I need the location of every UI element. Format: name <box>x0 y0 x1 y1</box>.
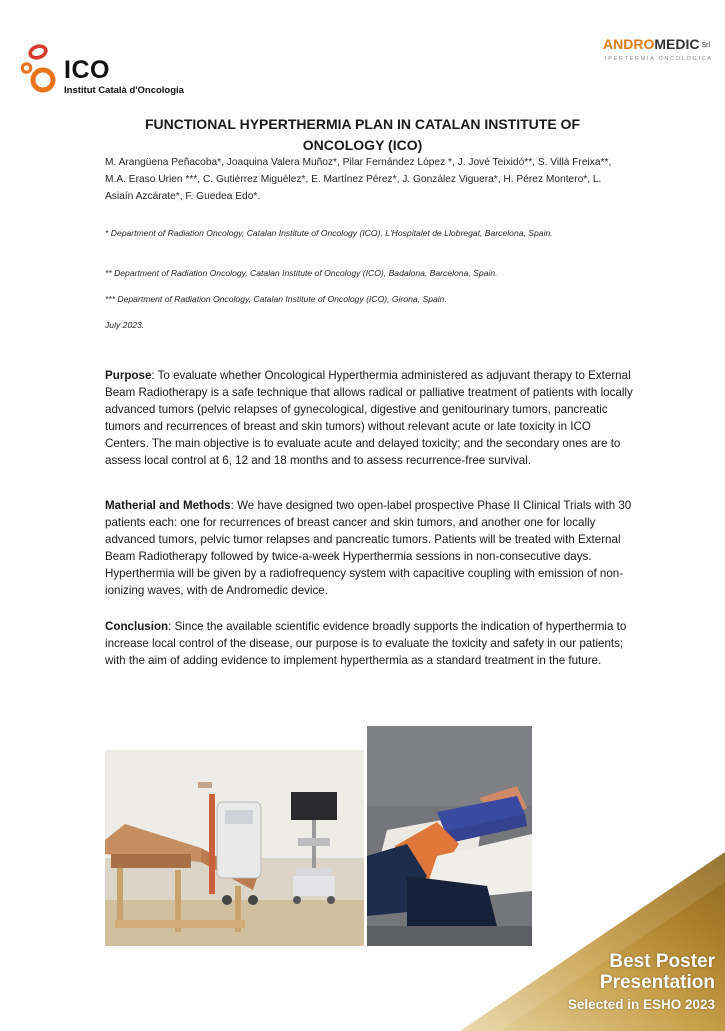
andromedic-suffix: Srl <box>701 42 711 49</box>
ico-logo-icon <box>18 42 64 94</box>
andromedic-name-part2: MEDIC <box>654 36 700 52</box>
ico-abbrev: ICO <box>64 56 110 84</box>
badge-line-2: Presentation <box>599 972 715 993</box>
paper-title-line-1: FUNCTIONAL HYPERTHERMIA PLAN IN CATALAN INSTITUTE OF <box>144 116 581 132</box>
badge-line-1: Best Poster <box>609 951 715 972</box>
affiliation-2: ** Department of Radiation Oncology, Catalan Institute of Oncology (ICO), Badalona, Barcelona, Spain. <box>105 268 498 278</box>
conclusion-section <box>105 618 637 669</box>
paper-title <box>60 114 665 156</box>
purpose-text: : To evaluate whether Oncological Hyperthermia administered as adjuvant therapy to External Beam Radiotherapy is a safe technique that allows radical or palliative treatment of patients with locally advanced tumors (pelvic relapses of gynecological, digestive and genitourinary tumors, pancreatic tumors and recurrences of breast and skin tumors) without relevant acute or late toxicity in ICO Centers. The main objective is to evaluate acute and delayed toxicity; and the secondary ones are to assess local control at 6, 12 and 18 months and to assess recurrence-free survival. <box>105 369 633 467</box>
paper-title-line-2: ONCOLOGY (ICO) <box>302 137 423 153</box>
conclusion-text: : Since the available scientific evidence broadly supports the indication of hyperthermia to increase local control of the disease, our purpose is to evaluate the toxicity and safety in our patients; with the aim of adding evidence to implement hyperthermia as a standard treatment in the future. <box>105 620 627 667</box>
andromedic-name-part1: ANDRO <box>603 36 655 52</box>
badge-line-3: Selected in ESHO 2023 <box>567 997 715 1012</box>
andromedic-tagline: IPERTERMIA ONCOLOGICA <box>605 56 713 62</box>
andromedic-logo <box>603 30 723 66</box>
treatment-room-photo <box>105 750 364 946</box>
author-list: M. Arangüena Peñacoba*, Joaquina Valera Muñoz*, Pilar Fernández López *, J. Jové Teixidó**, S. Villà Freixa**, M.A. Eraso Urien ***, C. Gutiérrez Miguélez*, E. Martínez Pérez*, J. González Viguera*, H. Pérez Montero*, L. Asiaín Azcárate*, F. Guedea Edo*. <box>105 157 612 202</box>
conclusion-label: Conclusion <box>105 620 169 633</box>
treatment-room-illustration <box>105 750 364 946</box>
affiliation-1: * Department of Radiation Oncology, Catalan Institute of Oncology (ICO), L'Hospitalet de Llobregat, Barcelona, Spain. <box>105 228 553 238</box>
purpose-label: Purpose <box>105 369 152 382</box>
ico-full-name: Institut Català d'Oncologia <box>64 85 184 96</box>
methods-section <box>105 497 637 599</box>
methods-text: : We have designed two open-label prospective Phase II Clinical Trials with 30 patients each: one for recurrences of breast cancer and skin tumors, and another one for locally advanced tumors, pelvic tumor relapses and pancreatic tumors. Patients will be treated with External Beam Radiotherapy followed by twice-a-week Hyperthermia sessions in non-consecutive days. Hyperthermia will be given by a radiofrequency system with capacitive coupling with emission of non-ionizing waves, with de Andromedic device. <box>105 499 632 597</box>
paper-date: July 2023. <box>105 320 145 330</box>
andromedic-name <box>603 36 710 52</box>
ico-logo <box>18 42 218 98</box>
purpose-section <box>105 367 637 469</box>
affiliation-3: *** Department of Radiation Oncology, Catalan Institute of Oncology (ICO), Girona, Spain. <box>105 294 447 304</box>
methods-label: Matherial and Methods <box>105 499 231 512</box>
